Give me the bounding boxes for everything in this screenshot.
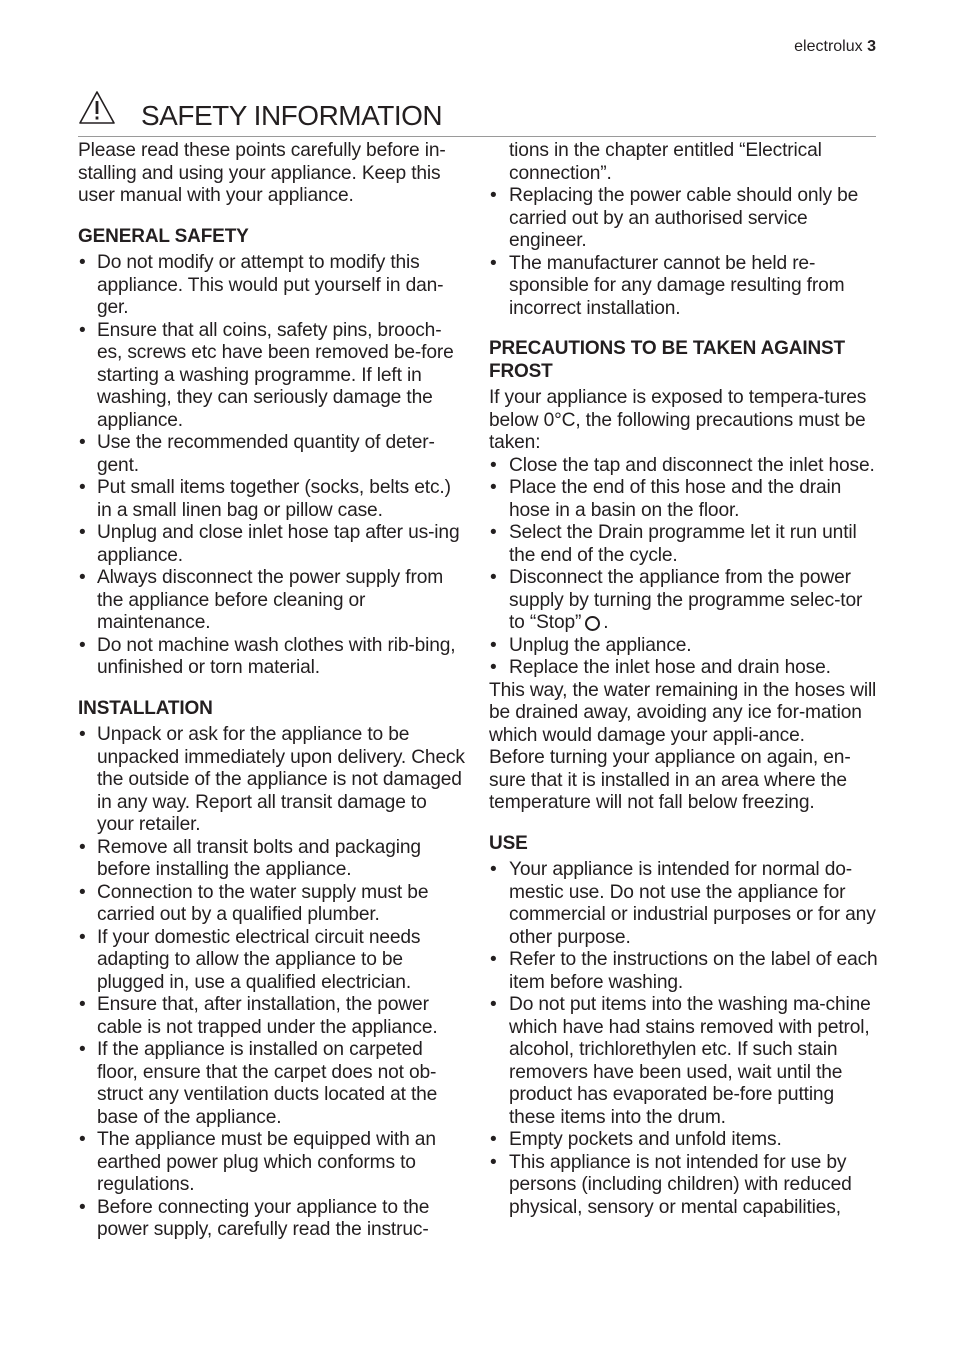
frost-outro-1: This way, the water remaining in the hoses will be drained away, avoiding any ice for-mation which would damage your appli-ance. [489, 679, 877, 746]
list-item: • Replacing the power cable should only be carried out by an authorised service engineer. [489, 185, 879, 253]
list-item: • If the appliance is installed on carpeted floor, ensure that the carpet does not ob-struct any ventilation ducts located at the base of the appliance. [78, 1039, 466, 1129]
use-list [489, 859, 879, 1219]
list-item: • Close the tap and disconnect the inlet hose. [489, 455, 879, 478]
page-header [794, 37, 876, 57]
list-item: • Ensure that, after installation, the power cable is not trapped under the appliance. [78, 994, 466, 1039]
list-item: • Connection to the water supply must be carried out by a qualified plumber. [78, 882, 466, 927]
list-item: • Do not machine wash clothes with rib-bing, unfinished or torn material. [78, 635, 466, 680]
frost-heading: PRECAUTIONS TO BE TAKEN AGAINST FROST [489, 338, 846, 382]
frost-intro: If your appliance is exposed to tempera-tures below 0°C, the following precautions must be taken: [489, 387, 867, 453]
use-heading: USE [489, 832, 528, 854]
list-item: • Empty pockets and unfold items. [489, 1129, 879, 1152]
list-item: • Do not modify or attempt to modify this appliance. This would put yourself in dan-ger. [78, 252, 466, 320]
list-item: • Your appliance is intended for normal do-mestic use. Do not use the appliance for commercial or industrial purposes or for any other purpose. [489, 859, 879, 949]
list-item: • Put small items together (socks, belts etc.) in a small linen bag or pillow case. [78, 477, 466, 522]
stop-item-text: Disconnect the appliance from the power supply by turning the programme selec-tor to “Stop” [509, 567, 863, 633]
list-item: • If your domestic electrical circuit needs adapting to allow the appliance to be plugged in, use a qualified electrician. [78, 927, 466, 995]
page-number: 3 [867, 38, 876, 55]
list-item: • This appliance is not intended for use by persons (including children) with reduced physical, sensory or mental capabilities, [489, 1152, 879, 1220]
list-item: • Replace the inlet hose and drain hose. [489, 657, 879, 680]
brand-name: electrolux [794, 38, 863, 55]
frost-list [489, 455, 879, 680]
intro-paragraph: Please read these points carefully before in-stalling and using your appliance. Keep this user manual with your appliance. [78, 140, 446, 206]
stop-item-end: . [603, 612, 609, 633]
list-item: • Select the Drain programme let it run until the end of the cycle. [489, 522, 879, 567]
frost-outro-2: Before turning your appliance on again, en-sure that it is installed in an area where the temperature will not fall below freezing. [489, 747, 851, 813]
list-item: • The appliance must be equipped with an earthed power plug which conforms to regulations. [78, 1129, 466, 1197]
installation-heading: INSTALLATION [78, 697, 213, 719]
list-item: • Use the recommended quantity of deter-gent. [78, 432, 466, 477]
list-item: • Always disconnect the power supply from the appliance before cleaning or maintenance. [78, 567, 466, 635]
list-item: • Unplug and close inlet hose tap after us-ing appliance. [78, 522, 466, 567]
list-item: • Do not put items into the washing ma-chine which have had stains removed with petrol, alcohol, trichlorethylen etc. If such stain removers have been used, wait until the product has evaporated be-fore putting these items into the drum. [489, 994, 879, 1129]
right-column [489, 140, 879, 1219]
general-safety-heading: GENERAL SAFETY [78, 225, 249, 247]
page-title: SAFETY INFORMATION [141, 100, 443, 131]
general-safety-list [78, 252, 466, 680]
list-item: • Place the end of this hose and the drain hose in a basin on the floor. [489, 477, 879, 522]
left-column [78, 140, 466, 1242]
list-item: • Unpack or ask for the appliance to be unpacked immediately upon delivery. Check the outside of the appliance is not damaged in any way. Report all transit damage to your retailer. [78, 724, 466, 837]
list-item: • Unplug the appliance. [489, 635, 879, 658]
list-item: • Ensure that all coins, safety pins, brooch-es, screws etc have been removed be-fore starting a washing programme. If left in washing, they can seriously damage the appliance. [78, 320, 466, 433]
list-item: • Refer to the instructions on the label of each item before washing. [489, 949, 879, 994]
stop-circle-icon [585, 616, 600, 631]
list-item [489, 567, 879, 635]
warning-triangle-icon [78, 90, 116, 126]
list-item: • Remove all transit bolts and packaging before installing the appliance. [78, 837, 466, 882]
installation-list [78, 724, 466, 1242]
list-item: • Before connecting your appliance to the power supply, carefully read the instruc- [78, 1197, 466, 1242]
installation-list-continued [489, 185, 879, 320]
installation-continuation: tions in the chapter entitled “Electrical connection”. [509, 140, 822, 184]
list-item: • The manufacturer cannot be held re-sponsible for any damage resulting from incorrect installation. [489, 253, 879, 321]
section-title-row [78, 90, 876, 137]
